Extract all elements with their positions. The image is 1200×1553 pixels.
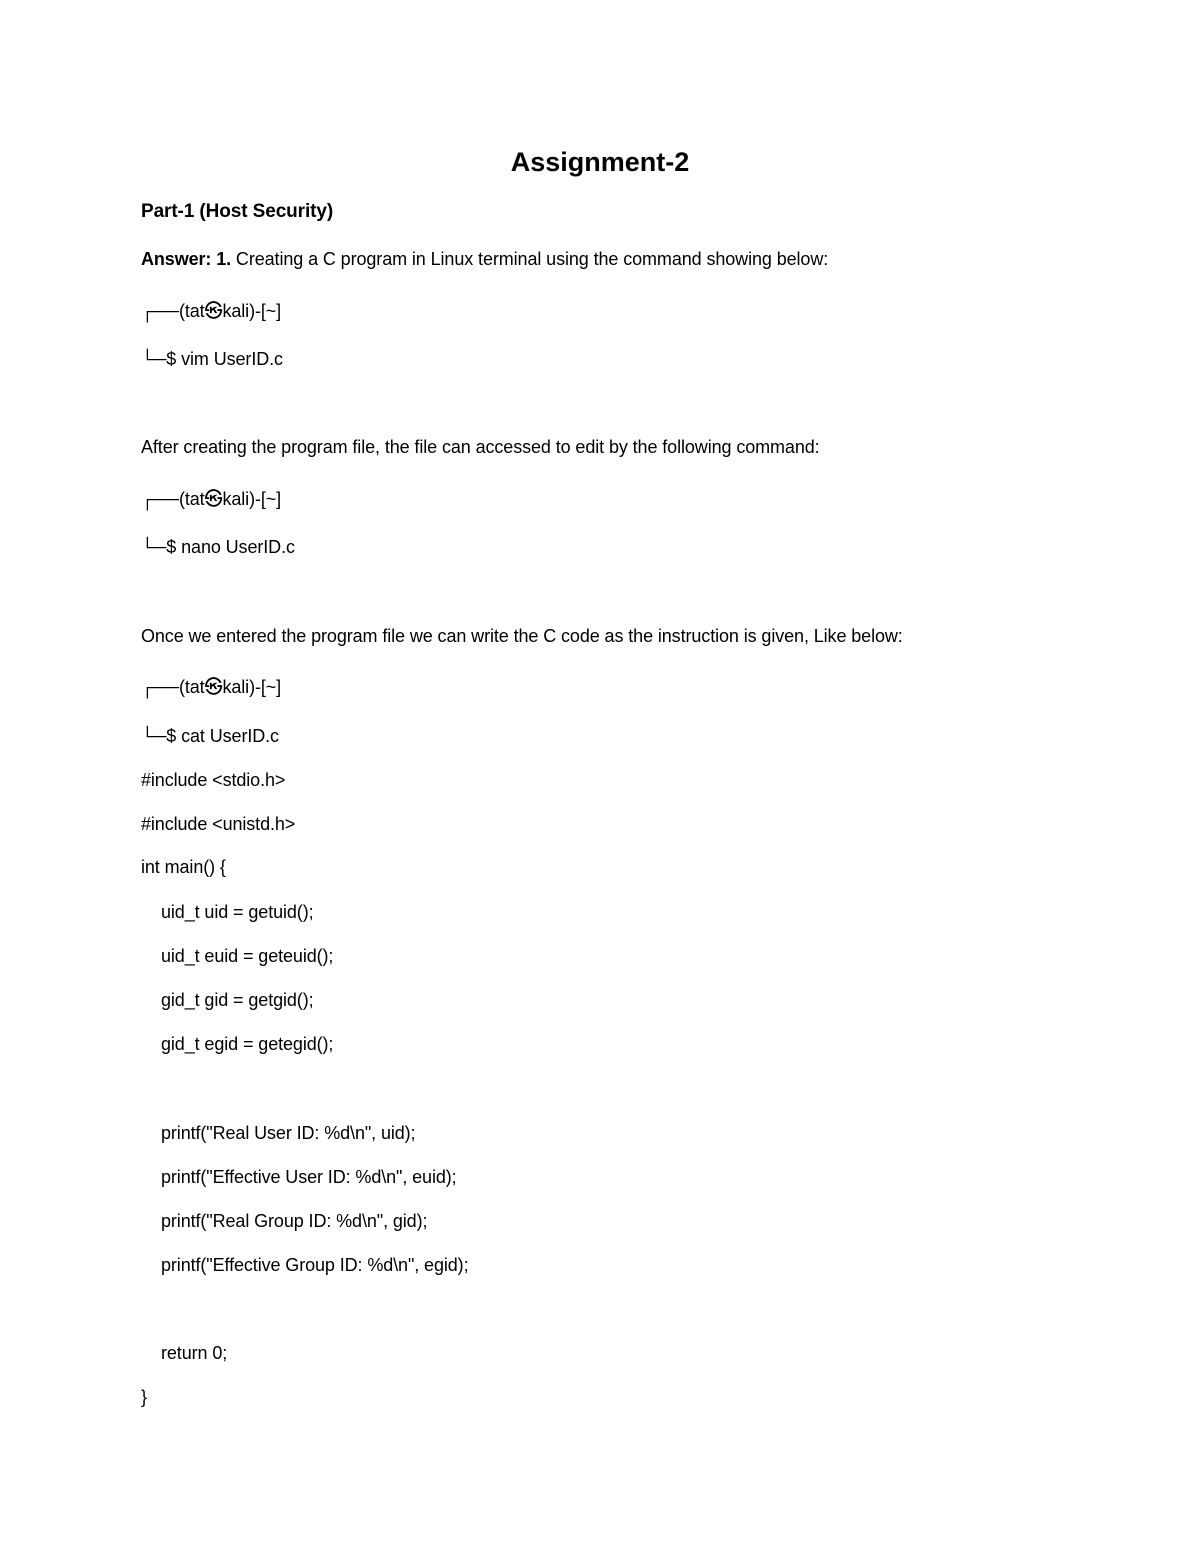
code-line-include-unistd: #include <unistd.h> xyxy=(141,814,296,834)
paragraph-code-instruction: Once we entered the program file we can write the C code as the instruction is given, Like below: xyxy=(141,626,903,646)
answer-paragraph xyxy=(141,248,828,270)
code-line-egid: gid_t egid = getegid(); xyxy=(161,1034,334,1054)
code-line-print-effective-gid: printf("Effective Group ID: %d\n", egid); xyxy=(161,1255,469,1275)
answer-label: Answer: 1. xyxy=(141,249,232,269)
terminal-prompt-1: ┌──(tat㉿kali)-[~] xyxy=(141,301,282,321)
code-line-include-stdio: #include <stdio.h> xyxy=(141,770,286,790)
code-line-euid: uid_t euid = geteuid(); xyxy=(161,946,334,966)
terminal-command-3: └─$ cat UserID.c xyxy=(141,726,279,746)
code-line-main-close: } xyxy=(141,1387,147,1407)
code-line-return: return 0; xyxy=(161,1343,228,1363)
code-line-print-real-gid: printf("Real Group ID: %d\n", gid); xyxy=(161,1211,428,1231)
terminal-prompt-3: ┌──(tat㉿kali)-[~] xyxy=(141,677,282,697)
part-heading: Part-1 (Host Security) xyxy=(141,201,334,222)
code-line-gid: gid_t gid = getgid(); xyxy=(161,990,314,1010)
paragraph-edit-instruction: After creating the program file, the file can accessed to edit by the following command: xyxy=(141,437,820,457)
terminal-prompt-2: ┌──(tat㉿kali)-[~] xyxy=(141,489,282,509)
document-title: Assignment-2 xyxy=(510,147,690,177)
code-line-print-real-uid: printf("Real User ID: %d\n", uid); xyxy=(161,1123,416,1143)
code-line-print-effective-uid: printf("Effective User ID: %d\n", euid); xyxy=(161,1167,457,1187)
answer-text: Creating a C program in Linux terminal using the command showing below: xyxy=(231,249,829,269)
code-line-main-open: int main() { xyxy=(141,857,226,877)
code-line-uid: uid_t uid = getuid(); xyxy=(161,902,314,922)
terminal-command-1: └─$ vim UserID.c xyxy=(141,349,283,369)
terminal-command-2: └─$ nano UserID.c xyxy=(141,537,295,557)
